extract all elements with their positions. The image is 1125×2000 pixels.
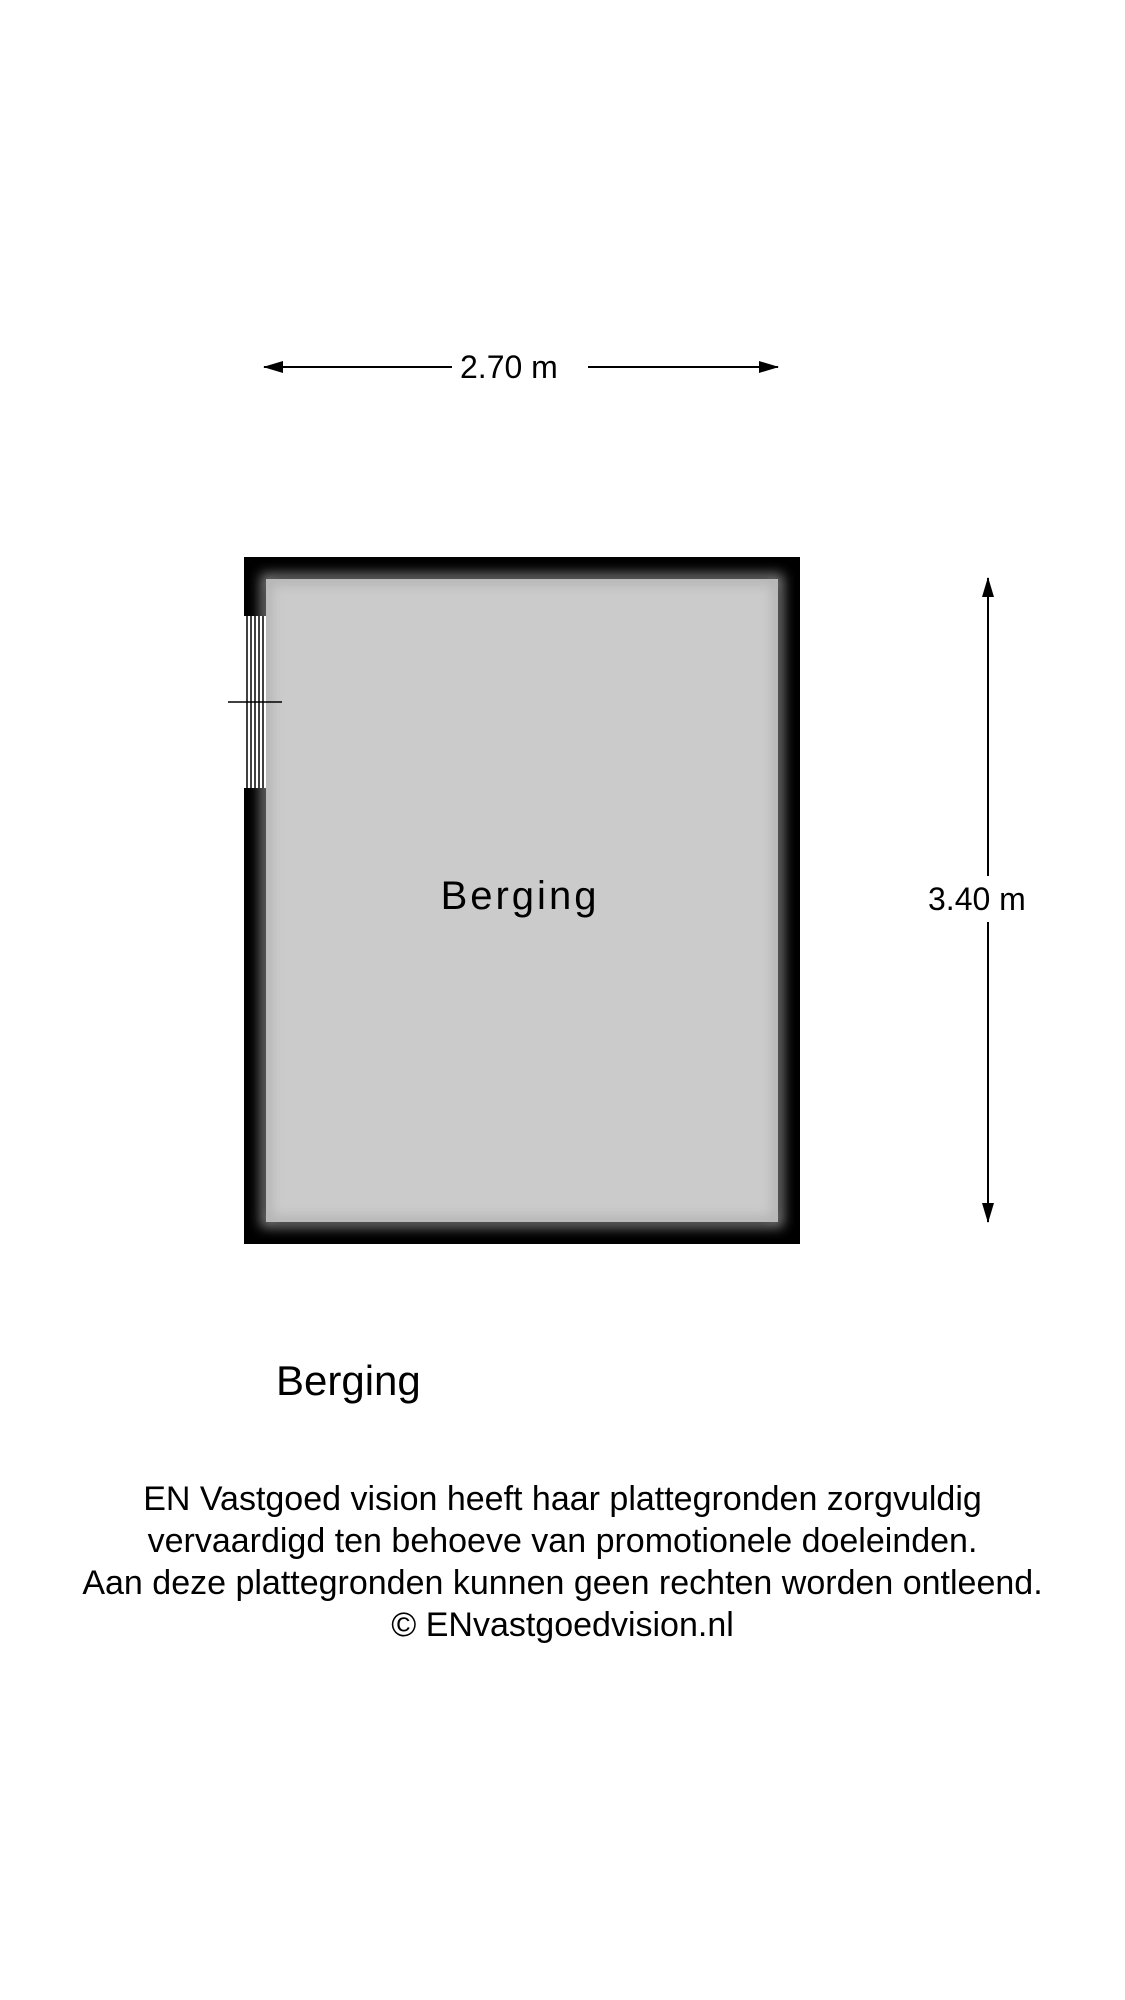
- copyright-line: © ENvastgoedvision.nl: [391, 1606, 734, 1644]
- room-label: Berging: [440, 874, 600, 918]
- disclaimer-line: Aan deze plattegronden kunnen geen rechten worden ontleend.: [82, 1564, 1043, 1602]
- disclaimer: [0, 1478, 1125, 1646]
- width-dimension-label: 2.70 m: [452, 348, 566, 386]
- disclaimer-line: vervaardigd ten behoeve van promotionele doeleinden.: [147, 1522, 978, 1560]
- disclaimer-line: EN Vastgoed vision heeft haar plattegronden zorgvuldig: [143, 1480, 982, 1518]
- height-dimension-label: 3.40 m: [920, 880, 1034, 918]
- floor-name: Berging: [276, 1357, 421, 1404]
